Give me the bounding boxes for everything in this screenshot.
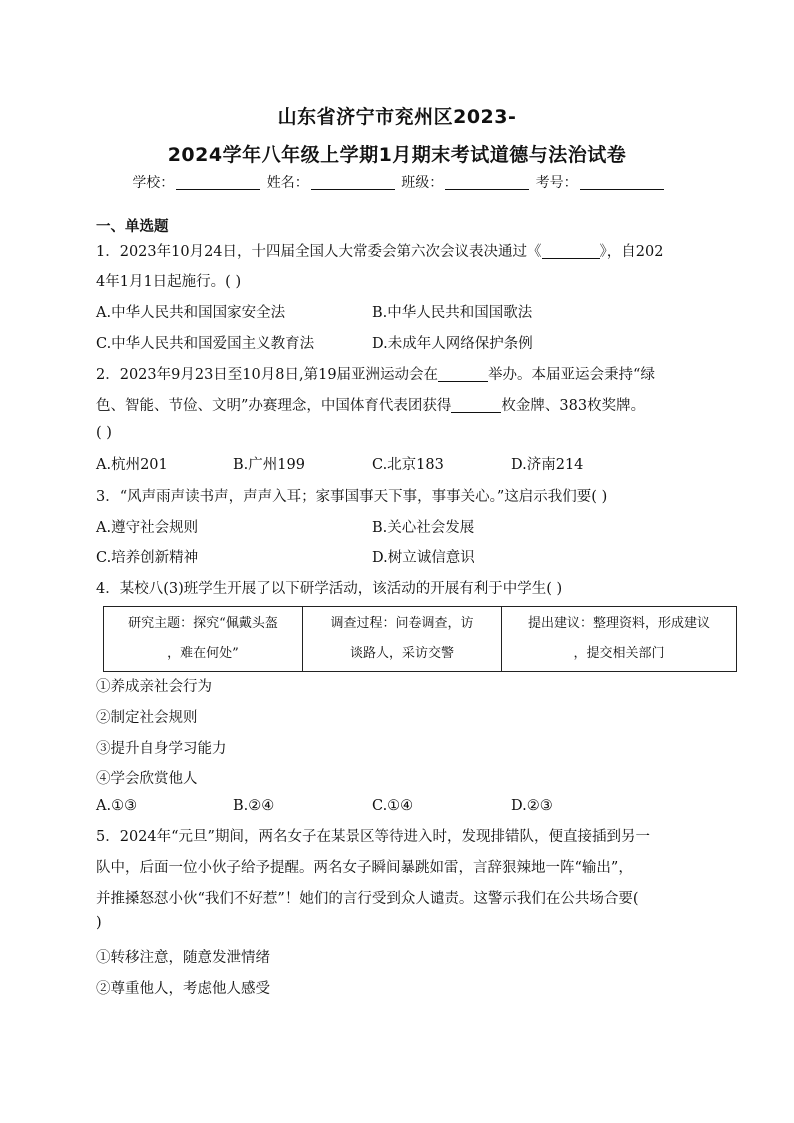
- q2-stem-part-d: 枚金牌、383枚奖牌。: [501, 398, 646, 414]
- q1-stem-part-a: 1．2023年10月24日，十四届全国人大常委会第六次会议表决通过《: [96, 244, 542, 260]
- q2-stem-line3: ( ): [96, 425, 112, 441]
- q2-stem-line2: [96, 394, 645, 415]
- q2-option-c: C.北京183: [372, 457, 444, 473]
- q4-stem-line1: 4．某校八(3)班学生开展了以下研学活动，该活动的开展有利于中学生( ): [96, 581, 563, 597]
- q5-stem-line3: 并推搡怒怼小伙“我们不好惹”！她们的言行受到众人谴责。这警示我们在公共场合要(: [96, 891, 639, 907]
- section-heading: 一、单选题: [96, 219, 169, 235]
- q4-table-cell-process: 调查过程：问卷调查，访 谈路人，采访交警: [303, 607, 502, 672]
- exam-number-blank: [580, 175, 664, 190]
- q1-stem-line2: 4年1月1日起施行。( ): [96, 274, 242, 290]
- q1-option-b: B.中华人民共和国国歌法: [372, 305, 533, 321]
- q2-stem-part-a: 2．2023年9月23日至10月8日,第19届亚洲运动会在: [96, 367, 439, 383]
- q4-table-cell-topic: 研究主题：探究“佩戴头盔 ，难在何处”: [104, 607, 303, 672]
- q2-option-d: D.济南214: [511, 457, 584, 473]
- name-blank: [311, 175, 395, 190]
- school-blank: [176, 175, 260, 190]
- q5-stem-line4: ): [96, 915, 102, 931]
- q4-table-cell-suggestion: 提出建议：整理资料，形成建议 ，提交相关部门: [502, 607, 737, 672]
- name-label: 姓名：: [266, 175, 309, 191]
- q5-statement-2: ②尊重他人，考虑他人感受: [96, 981, 270, 997]
- q1-stem-line1: [96, 240, 663, 261]
- q2-blank-2: [451, 398, 501, 413]
- student-info-row: [0, 172, 794, 192]
- q3-stem-line1: 3．“风声雨声读书声，声声入耳；家事国事天下事，事事关心。”这启示我们要( ): [96, 489, 608, 505]
- q1-stem-part-b: 》，自202: [599, 244, 664, 260]
- q1-blank: [542, 244, 600, 259]
- q3-option-b: B.关心社会发展: [372, 520, 475, 536]
- q1-option-c: C.中华人民共和国爱国主义教育法: [96, 336, 315, 352]
- q5-statement-1: ①转移注意，随意发泄情绪: [96, 950, 270, 966]
- q5-stem-line2: 队中，后面一位小伙子给予提醒。两名女子瞬间暴跳如雷，言辞狠辣地一阵“输出”，: [96, 860, 633, 876]
- class-blank: [445, 175, 529, 190]
- q4-option-b: B.②④: [233, 798, 275, 814]
- q2-stem-line1: [96, 363, 655, 384]
- exam-number-label: 考号：: [535, 175, 578, 191]
- class-label: 班级：: [401, 175, 444, 191]
- q4-statement-2: ②制定社会规则: [96, 710, 198, 726]
- q4-option-d: D.②③: [511, 798, 553, 814]
- school-label: 学校：: [132, 175, 175, 191]
- q2-option-b: B.广州199: [233, 457, 305, 473]
- q3-option-d: D.树立诚信意识: [372, 550, 475, 566]
- q4-option-a: A.①③: [96, 798, 138, 814]
- exam-title-line1: 山东省济宁市兖州区2023-: [277, 106, 517, 128]
- q4-study-table: [103, 606, 737, 672]
- q3-option-a: A.遵守社会规则: [96, 520, 199, 536]
- q4-statement-4: ④学会欣赏他人: [96, 771, 198, 787]
- exam-title-line2: 2024学年八年级上学期1月期末考试道德与法治试卷: [167, 144, 627, 166]
- q1-option-d: D.未成年人网络保护条例: [372, 336, 533, 352]
- q2-stem-part-b: 举办。本届亚运会秉持“绿: [488, 367, 655, 383]
- q4-option-c: C.①④: [372, 798, 414, 814]
- q4-statement-1: ①养成亲社会行为: [96, 679, 212, 695]
- q2-stem-part-c: 色、智能、节俭、文明”办赛理念，中国体育代表团获得: [96, 398, 452, 414]
- q1-option-a: A.中华人民共和国国家安全法: [96, 305, 286, 321]
- q2-option-a: A.杭州201: [96, 457, 168, 473]
- q5-stem-line1: 5．2024年“元旦”期间，两名女子在某景区等待进入时，发现排错队，便直接插到另一: [96, 829, 650, 845]
- q2-blank-1: [438, 367, 488, 382]
- q4-statement-3: ③提升自身学习能力: [96, 741, 227, 757]
- q3-option-c: C.培养创新精神: [96, 550, 199, 566]
